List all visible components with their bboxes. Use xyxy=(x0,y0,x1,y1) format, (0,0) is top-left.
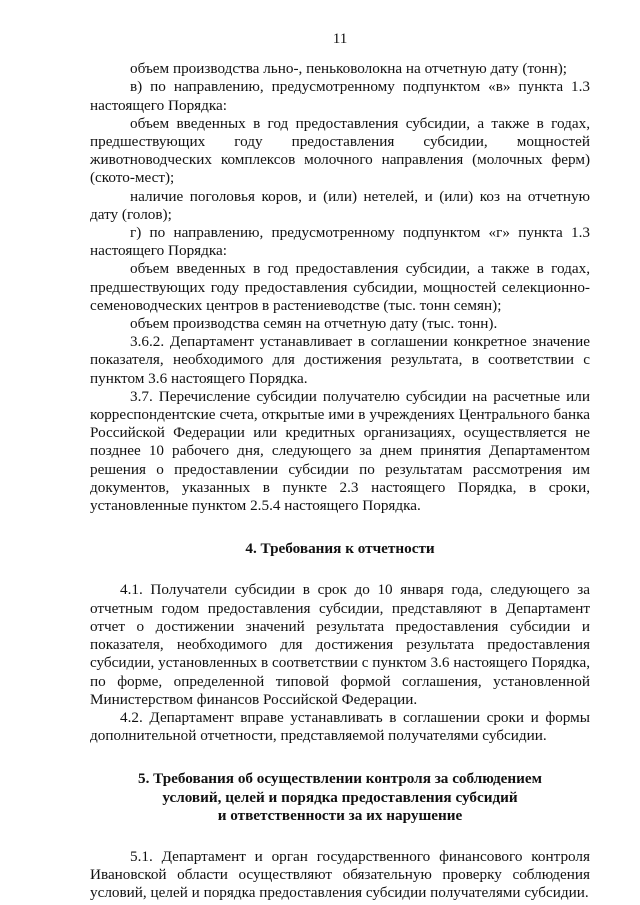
section-4-body xyxy=(90,581,590,745)
section-4-heading: 4. Требования к отчетности xyxy=(245,540,435,558)
paragraph: 3.6.2. Департамент устанавливает в соглашении конкретное значение показателя, необходимого для достижения результата, в соответствии с пунктом 3.6 настоящего Порядка. xyxy=(90,333,590,387)
paragraph: 5.1. Департамент и орган государственного финансового контроля Ивановской области осуществляют обязательную проверку соблюдения условий, целей и порядка предоставления субсидии получателями субсидии. xyxy=(90,847,590,902)
block-continuation xyxy=(90,60,590,515)
paragraph: в) по направлению, предусмотренному подпунктом «в» пункта 1.3 настоящего Порядка: xyxy=(90,78,590,114)
page-number: 11 xyxy=(332,30,348,47)
section-5-heading-line: и ответственности за их нарушение xyxy=(217,806,463,824)
paragraph: объем введенных в год предоставления субсидии, а также в годах, предшествующих году предоставления субсидии, мощностей селекционно-семеноводческих центров в растениеводстве (тыс. тонн семян); xyxy=(90,260,590,314)
section-5-heading xyxy=(90,770,590,825)
paragraph: 3.7. Перечисление субсидии получателю субсидии на расчетные или корреспондентские счета, открытые ими в учреждениях Центрального банка Российской Федерации или кредитных организациях, осуществляется не позднее 10 рабочего дня, следующего за днем принятия Департаментом решения о предоставлении субсидии по результатам рассмотрения им документов, указанных в пункте 2.3 настоящего Порядка, в сроки, установленные пунктом 2.5.4 настоящего Порядка. xyxy=(90,387,590,515)
section-5-body xyxy=(90,848,590,903)
section-5-heading-line: условий, целей и порядка предоставления субсидий xyxy=(162,788,518,806)
paragraph: наличие поголовья коров, и (или) нетелей, и (или) коз на отчетную дату (голов); xyxy=(90,187,590,223)
paragraph: 4.2. Департамент вправе устанавливать в соглашении сроки и формы дополнительной отчетности, представляемой получателями субсидии. xyxy=(90,708,590,745)
paragraph: объем производства льно-, пеньковолокна на отчетную дату (тонн); xyxy=(130,60,568,78)
section-5-heading-line: 5. Требования об осуществлении контроля за соблюдением xyxy=(137,770,543,788)
paragraph: 4.1. Получатели субсидии в срок до 10 января года, следующего за отчетным годом предоставления субсидии, представляют в Департамент отчет о достижении значений результата предоставления субсидии и показателя, необходимого для достижения результата предоставления субсидии, установленных в соответствии с пунктом 3.6 настоящего Порядка, по форме, определенной типовой формой соглашения, установленной Министерством финансов Российской Федерации. xyxy=(90,581,590,708)
paragraph: объем введенных в год предоставления субсидии, а также в годах, предшествующих году предоставления субсидии, мощностей животноводческих комплексов молочного направления (молочных ферм) (ското-мест); xyxy=(90,114,590,187)
paragraph: объем производства семян на отчетную дату (тыс. тонн). xyxy=(130,315,498,333)
paragraph: г) по направлению, предусмотренному подпунктом «г» пункта 1.3 настоящего Порядка: xyxy=(90,224,590,260)
